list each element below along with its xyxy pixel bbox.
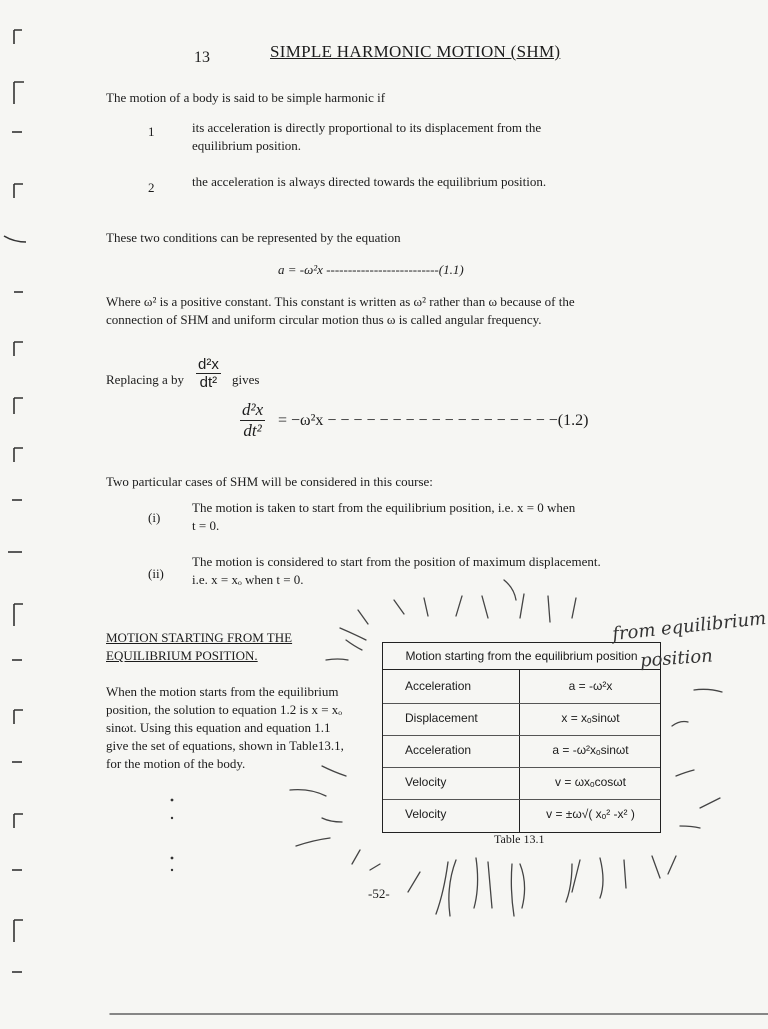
table-row (383, 799, 660, 831)
table-cell-value: a = -ω²xₒsinωt (552, 743, 629, 757)
table-cell-label: Displacement (405, 711, 478, 725)
page-title: SIMPLE HARMONIC MOTION (SHM) (270, 42, 561, 61)
condition-number: 2 (148, 180, 155, 195)
table-row (383, 703, 660, 735)
section-body-line: for the motion of the body. (106, 756, 246, 771)
fraction-numerator: d²x (242, 400, 264, 419)
table-cell-label: Acceleration (405, 679, 472, 693)
represented-text: These two conditions can be represented by the equation (106, 230, 401, 245)
table-cell-value: v = ±ω√( xₒ² -x² ) (546, 807, 635, 821)
fraction-denominator: dt² (199, 374, 218, 391)
page-number: -52- (368, 886, 390, 901)
intro-text: The motion of a body is said to be simple harmonic if (106, 90, 386, 105)
handwritten-note: position (639, 645, 714, 672)
table-cell-value: x = xₒsinωt (561, 711, 620, 725)
table-cell-value: v = ωxₒcosωt (555, 775, 626, 789)
gives-text: gives (232, 372, 260, 387)
table-cell-value: a = -ω²x (568, 679, 613, 693)
condition-text: the acceleration is always directed towards the equilibrium position. (192, 174, 547, 189)
condition-text: equilibrium position. (192, 138, 302, 153)
replacing-text: Replacing a by (106, 372, 184, 387)
where-text: connection of SHM and uniform circular motion thus ω is called angular frequency. (106, 312, 542, 327)
binding-marks (0, 0, 40, 1024)
table-row (383, 671, 660, 703)
table-header: Motion starting from the equilibrium position (383, 643, 660, 670)
case-text: i.e. x = xₒ when t = 0. (192, 572, 304, 587)
condition-number: 1 (148, 124, 155, 139)
table-caption: Table 13.1 (494, 832, 545, 846)
case-text: t = 0. (192, 518, 220, 533)
motion-table (382, 642, 661, 833)
cases-intro: Two particular cases of SHM will be considered in this course: (106, 474, 433, 489)
handwritten-note: from equilibrium (611, 607, 768, 646)
equation-1-1: a = -ω²x --------------------------(1.1) (278, 262, 464, 277)
section-body-line: sinωt. Using this equation and equation 1.1 (106, 720, 331, 735)
section-heading: EQUILIBRIUM POSITION. (106, 648, 258, 663)
table-row (383, 735, 660, 767)
fraction-d2x-dt2-large (240, 400, 265, 441)
fraction-numerator: d²x (198, 356, 219, 373)
fraction-d2x-dt2 (196, 356, 221, 391)
table-cell-label: Velocity (405, 775, 447, 789)
where-text: Where ω² is a positive constant. This constant is written as ω² rather than ω because of the (106, 294, 575, 309)
case-label: (ii) (148, 566, 164, 581)
section-body-line: position, the solution to equation 1.2 is x = xₒ (106, 702, 343, 717)
section-body-line: give the set of equations, shown in Table13.1, (106, 738, 344, 753)
table-cell-label: Velocity (405, 807, 447, 821)
equation-1-2: = −ω²x − − − − − − − − − − − − − − − − − −(1.2) (278, 412, 589, 429)
section-body-line: When the motion starts from the equilibrium (106, 684, 339, 699)
case-label: (i) (148, 510, 161, 525)
table-row (383, 767, 660, 799)
case-text: The motion is considered to start from the position of maximum displacement. (192, 554, 601, 569)
fraction-denominator: dt² (243, 421, 262, 440)
chapter-number: 13 (194, 49, 210, 66)
section-heading: MOTION STARTING FROM THE (106, 630, 293, 645)
condition-text: its acceleration is directly proportional to its displacement from the (192, 120, 542, 135)
table-cell-label: Acceleration (405, 743, 472, 757)
case-text: The motion is taken to start from the equilibrium position, i.e. x = 0 when (192, 500, 576, 515)
